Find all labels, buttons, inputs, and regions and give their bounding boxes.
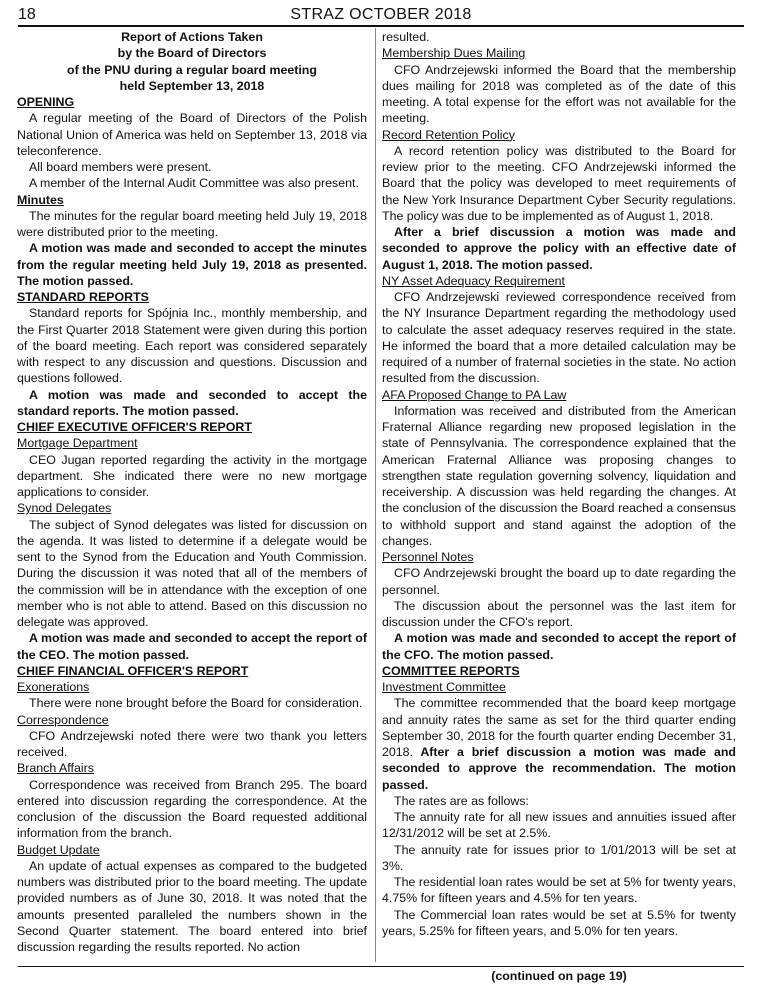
paragraph: There were none brought before the Board for consideration. <box>29 696 363 711</box>
paragraph: CFO Andrzejewski informed the Board that the membership dues mailing for 2018 was completed as of the date of this meeting. A total expense for the effort was not available for the meeting. <box>382 62 736 126</box>
subheading-synod: Synod Delegates <box>17 501 112 516</box>
page-header <box>18 4 744 26</box>
paragraph <box>382 695 736 793</box>
paragraph: An update of actual expenses as compared to the budgeted numbers was distributed prior to the board meeting. The update provided numbers as of June 30, 2018. It was noted that the amounts presented paralleled the numbers shown in the Second Quarter statement. The board entered into brief discussion regarding the results reported. No action <box>17 858 367 954</box>
paragraph: The annuity rate for issues prior to 1/01/2013 will be set at 3%. <box>382 842 736 873</box>
paragraph: The discussion about the personnel was the last item for discussion under the CFO's report. <box>382 598 736 629</box>
subheading-correspondence: Correspondence <box>17 712 109 727</box>
motion-text: A motion was made and seconded to accept the minutes from the regular meeting held July 19, 2018 as presented. The motion passed. <box>17 241 367 288</box>
section-heading-committee-reports: COMMITTEE REPORTS <box>382 663 520 678</box>
subheading-branch-affairs: Branch Affairs <box>17 761 94 776</box>
paragraph: CFO Andrzejewski noted there were two thank you letters received. <box>17 728 367 759</box>
paragraph: The minutes for the regular board meeting held July 19, 2018 were distributed prior to the meeting. <box>17 208 367 239</box>
section-heading-cfo-report: CHIEF FINANCIAL OFFICER'S REPORT <box>17 663 249 678</box>
paragraph: The rates are as follows: <box>394 793 529 808</box>
left-column <box>17 29 367 955</box>
paragraph: CEO Jugan reported regarding the activity in the mortgage department. She indicated there were no new mortgage applications to consider. <box>17 452 367 499</box>
column-divider <box>375 28 376 962</box>
masthead: STRAZ OCTOBER 2018 <box>290 6 472 23</box>
paragraph: Information was received and distributed from the American Fraternal Alliance regarding new proposed legislation in the state of Pennsylvania. The correspondence explained that the American Fraternal Alliance was proposing changes to strengthen state regulation governing solvency, liquidation and receivership. A discussion was held regarding the changes. At the conclusion of the discussion the Board reached a consensus to withhold support and stand against the adoption of the changes. <box>382 403 736 548</box>
header-rule <box>18 25 744 27</box>
subheading-budget-update: Budget Update <box>17 842 100 857</box>
subheading-mortgage: Mortgage Department <box>17 436 138 451</box>
subheading-dues-mailing: Membership Dues Mailing <box>382 46 526 61</box>
motion-text: A motion was made and seconded to accept the report of the CFO. The motion passed. <box>382 631 736 662</box>
motion-text: After a brief discussion a motion was made and seconded to approve the recommendation. The motion passed. <box>382 745 736 792</box>
paragraph: A regular meeting of the Board of Directors of the Polish National Union of America was held on September 13, 2018 via teleconference. <box>17 111 367 158</box>
motion-text: After a brief discussion a motion was made and seconded to approve the policy with an effective date of August 1, 2018. The motion passed. <box>382 225 736 272</box>
paragraph: A member of the Internal Audit Committee was also present. <box>29 176 359 191</box>
report-title-line-1: Report of Actions Taken <box>121 30 263 44</box>
subheading-exonerations: Exonerations <box>17 680 90 694</box>
paragraph: The residential loan rates would be set at 5% for twenty years, 4.75% for fifteen years and 4.5% for ten years. <box>382 875 736 906</box>
subheading-ny-asset-adequacy: NY Asset Adequacy Requirement <box>382 273 565 288</box>
paragraph: CFO Andrzejewski reviewed correspondence received from the NY Insurance Department regarding the methodology used to calculate the asset adequacy reserves required in the state. He informed the board that a more detailed calculation may be required of a number of fraternal societies in the state. No action resulted from the discussion. <box>382 290 736 386</box>
report-title-line-2: by the Board of Directors <box>117 46 267 61</box>
section-heading-ceo-report: CHIEF EXECUTIVE OFFICER'S REPORT <box>17 420 252 434</box>
report-title-line-4: held September 13, 2018 <box>119 78 265 93</box>
paragraph: The Commercial loan rates would be set at 5.5% for twenty years, 5.25% for fifteen years, and 5.0% for ten years. <box>382 907 736 938</box>
paragraph: All board members were present. <box>29 160 212 174</box>
motion-text: A motion was made and seconded to accept the standard reports. The motion passed. <box>17 387 367 418</box>
footer-rule <box>18 966 744 967</box>
section-heading-minutes: Minutes <box>17 192 64 207</box>
subheading-record-retention: Record Retention Policy <box>382 127 515 142</box>
paragraph: Correspondence was received from Branch 295. The board entered into discussion regarding the correspondence. At the conclusion of the discussion the Board requested additional information from the branch. <box>17 777 367 841</box>
paragraph: CFO Andrzejewski brought the board up to date regarding the personnel. <box>382 566 736 597</box>
right-column <box>382 29 736 939</box>
page-number: 18 <box>18 6 36 23</box>
subheading-afa-change: AFA Proposed Change to PA Law <box>382 387 567 402</box>
report-title-line-3: of the PNU during a regular board meeting <box>67 62 317 77</box>
paragraph-text: The committee recommended that the board keep mortgage and annuity rates the same as set for the third quarter ending September 30, 2018 for the fourth quarter ending December 31, 2018. <box>382 696 736 759</box>
section-heading-standard-reports: STANDARD REPORTS <box>17 290 149 304</box>
paragraph: A record retention policy was distributed to the Board for review prior to the meeting. CFO Andrzejewski informed the Board that the policy was developed to meet requirements of the New York Insurance Department Cyber Security regulations. The policy was due to be implemented as of August 1, 2018. <box>382 143 736 223</box>
subheading-personnel-notes: Personnel Notes <box>382 550 474 564</box>
motion-text: A motion was made and seconded to accept the report of the CEO. The motion passed. <box>17 631 367 662</box>
subheading-investment-committee: Investment Committee <box>382 680 506 694</box>
paragraph: Standard reports for Spójnia Inc., monthly membership, and the First Quarter 2018 Statement were given during this portion of the board meeting. Each report was considered separately with respect to any discussion and questions. Discussion and questions followed. <box>17 306 367 386</box>
paragraph-continuation: resulted. <box>382 30 430 44</box>
continued-note: (continued on page 19) <box>491 969 627 983</box>
paragraph: The subject of Synod delegates was listed for discussion on the agenda. It was listed to determine if a delegate would be sent to the Synod from the Education and Youth Commission. During the discussion it was noted that all of the members of the commission will be in attendance with the exception of one member who is not able to attend. Based on this discussion no delegate was approved. <box>17 517 367 629</box>
paragraph: The annuity rate for all new issues and annuities issued after 12/31/2012 will be set at 2.5%. <box>382 810 736 841</box>
section-heading-opening: OPENING <box>17 95 75 109</box>
